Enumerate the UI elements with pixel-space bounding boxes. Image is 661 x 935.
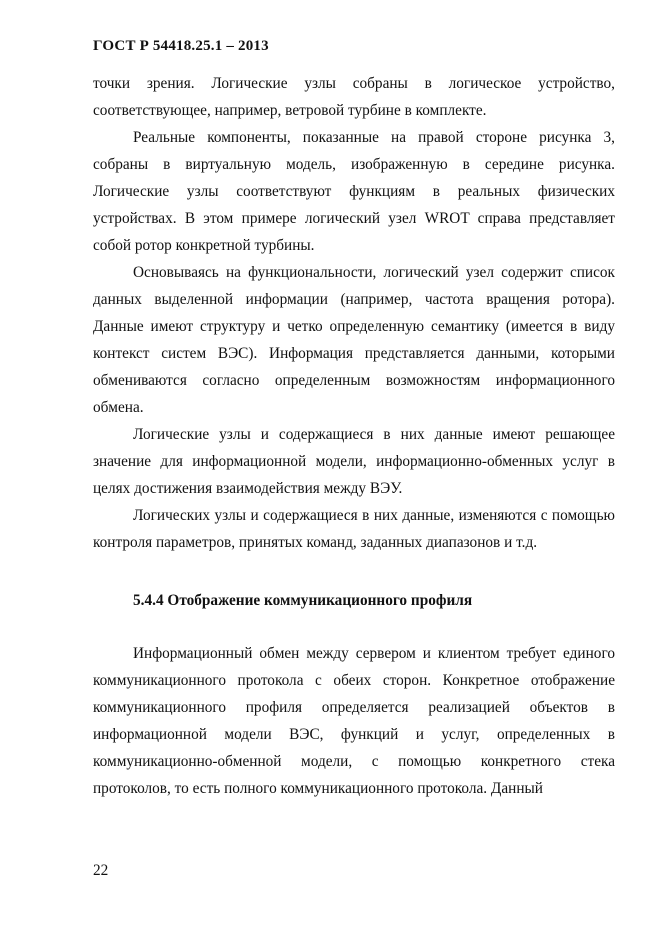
page-number: 22 <box>93 862 109 879</box>
paragraph: Логические узлы и содержащиеся в них данные имеют решающее значение для информационной модели, информационно-обменных услуг в целях достижения взаимодействия между ВЭУ. <box>93 426 615 497</box>
page-body <box>93 70 615 802</box>
paragraph-continued: точки зрения. Логические узлы собраны в логическое устройство, соответствующее, например, ветровой турбине в комплекте. <box>93 75 615 119</box>
document-header: ГОСТ Р 54418.25.1 – 2013 <box>93 38 269 54</box>
section-paragraph: Информационный обмен между сервером и клиентом требует единого коммуникационного протокола с обеих сторон. Конкретное отображение коммуникационного профиля определяется реализацией объектов в информационной модели ВЭС, функций и услуг, определенных в коммуникационно-обменной модели, с помощью конкретного стека протоколов, то есть полного коммуникационного протокола. Данный <box>93 645 615 797</box>
section-heading: 5.4.4 Отображение коммуникационного профиля <box>133 592 473 609</box>
paragraph: Реальные компоненты, показанные на правой стороне рисунка 3, собраны в виртуальную модель, изображенную в середине рисунка. Логические узлы соответствуют функциям в реальных физических устройствах. В этом примере логический узел WROT справа представляет собой ротор конкретной турбины. <box>93 129 615 254</box>
paragraph: Основываясь на функциональности, логический узел содержит список данных выделенной информации (например, частота вращения ротора). Данные имеют структуру и четко определенную семантику (имеется в виду контекст систем ВЭС). Информация представляется данными, которыми обмениваются согласно определенным возможностям информационного обмена. <box>93 264 615 416</box>
paragraph: Логических узлы и содержащиеся в них данные, изменяются с помощью контроля параметров, принятых команд, заданных диапазонов и т.д. <box>93 507 615 551</box>
